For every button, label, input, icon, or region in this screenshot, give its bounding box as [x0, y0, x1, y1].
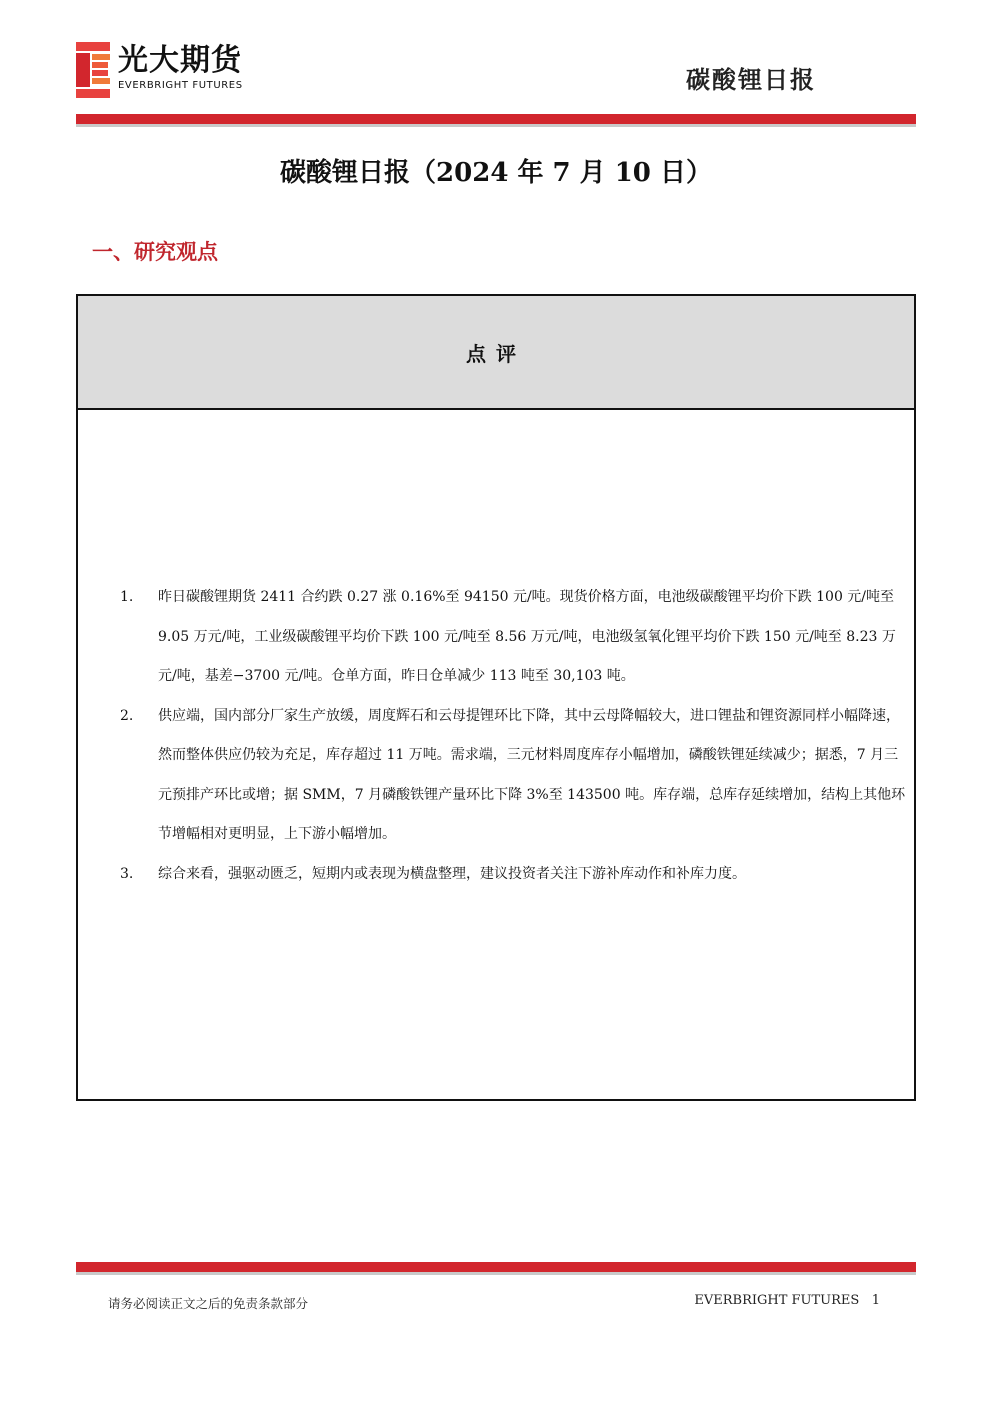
header-divider — [76, 114, 916, 127]
comment-box-header — [78, 296, 914, 410]
list-item — [120, 578, 910, 697]
list-item-number: 2. — [120, 707, 134, 724]
list-item-text: 供应端，国内部分厂家生产放缓，周度辉石和云母提锂环比下降，其中云母降幅较大，进口锂盐和锂资源同样小幅降速，然而整体供应仍较为充足，库存超过 11 万吨。需求端，三元材料周度库存小幅增加，磷酸铁锂延续减少；据悉，7 月三元预排产环比或增；据 SMM，7 月磷酸铁锂产量环比下降 3%至 143500 吨。库存端，总库存延续增加，结构上其他环节增幅相对更明显，上下游小幅增加。 — [158, 707, 906, 842]
footer-divider — [76, 1262, 916, 1275]
list-item — [120, 697, 910, 855]
list-item-text: 昨日碳酸锂期货 2411 合约跌 0.27 涨 0.16%至 94150 元/吨。现货价格方面，电池级碳酸锂平均价下跌 100 元/吨至 9.05 万元/吨，工业级碳酸锂平均价下跌 100 元/吨至 8.56 万元/吨，电池级氢氧化锂平均价下跌 150 元/吨至 8.23 万元/吨，基差−3700 元/吨。仓单方面，昨日仓单减少 113 吨至 30,103 吨。 — [158, 589, 896, 684]
research-points-list — [120, 578, 910, 894]
brand-name-en: EVERBRIGHT FUTURES — [118, 80, 243, 91]
report-type-label: 碳酸锂日报 — [686, 66, 816, 94]
footer-brand-page — [694, 1293, 880, 1308]
footer-brand: EVERBRIGHT FUTURES — [694, 1293, 860, 1308]
company-logo — [76, 40, 286, 100]
list-item-number: 1. — [120, 589, 134, 605]
brand-name-cn: 光大期货 — [118, 43, 242, 78]
everbright-logo-icon — [76, 42, 110, 98]
comment-box-heading: 点评 — [466, 341, 526, 366]
report-title: 碳酸锂日报（2024 年 7 月 10 日） — [280, 158, 712, 188]
footer-disclaimer: 请务必阅读正文之后的免责条款部分 — [108, 1296, 309, 1311]
list-item — [120, 855, 910, 895]
list-item-text: 综合来看，强驱动匮乏，短期内或表现为横盘整理，建议投资者关注下游补库动作和补库力度。 — [158, 865, 746, 882]
page-number: 1 — [871, 1293, 880, 1308]
list-item-number: 3. — [120, 865, 134, 882]
section-title: 一、研究观点 — [92, 240, 218, 264]
